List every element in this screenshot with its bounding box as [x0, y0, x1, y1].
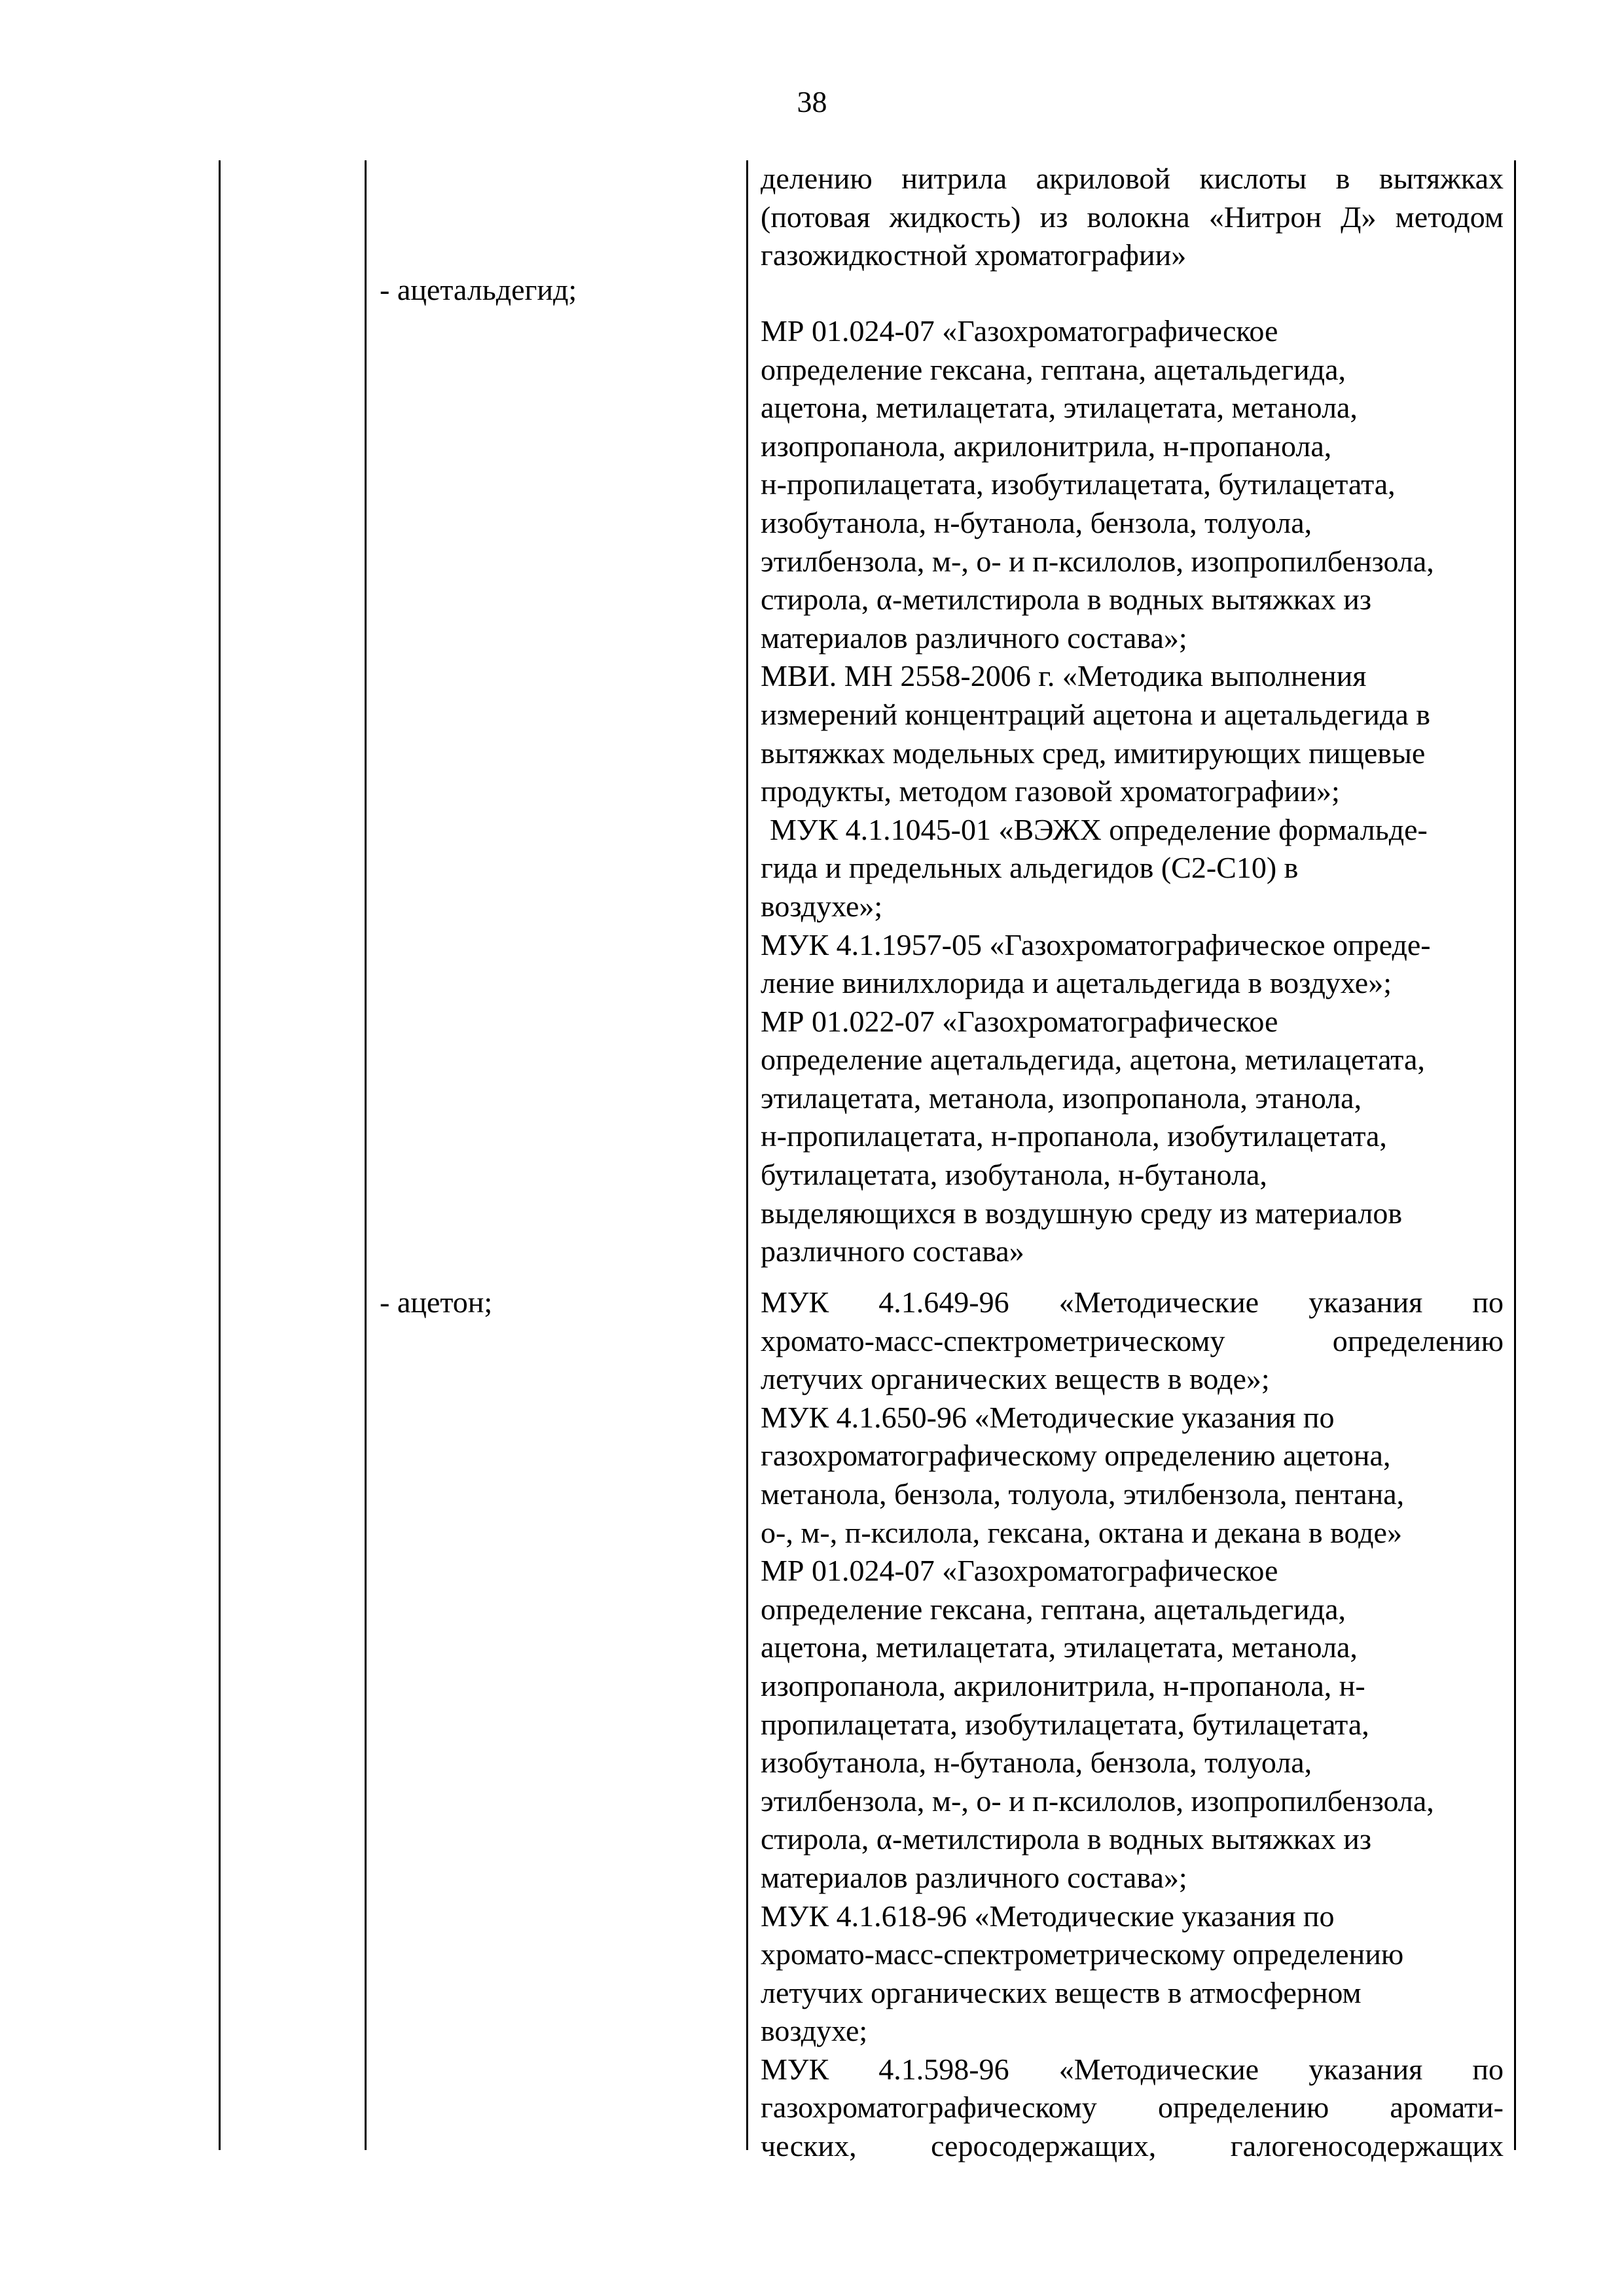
method-line: н-пропилацетата, н-пропанола, изобутилацетата, — [761, 1119, 1387, 1153]
method-line: газохроматографическому определению аромати- — [761, 2090, 1504, 2125]
method-line: стирола, α-метилстирола в водных вытяжках из — [761, 583, 1372, 617]
page-number: 38 — [797, 85, 827, 118]
method-line: различного состава» — [761, 1234, 1024, 1268]
method-line: воздухе»; — [761, 889, 883, 923]
method-line: МР 01.024-07 «Газохроматографическое — [761, 1554, 1278, 1588]
method-line: гида и предельных альдегидов (С2-С10) в — [761, 851, 1299, 885]
indicator-acetone: - ацетон; — [380, 1285, 493, 1319]
method-line: ацетона, метилацетата, этилацетата, метанола, — [761, 1630, 1358, 1664]
method-line: этилбензола, м-, о- и п-ксилолов, изопропилбензола, — [761, 1784, 1434, 1818]
table-border-left — [219, 160, 221, 2150]
method-line: материалов различного состава»; — [761, 1860, 1187, 1894]
table-border-right — [1514, 160, 1516, 2150]
method-line: пропилацетата, изобутилацетата, бутилацетата, — [761, 1707, 1369, 1741]
method-line: выделяющихся в воздушную среду из материалов — [761, 1196, 1403, 1230]
method-line: изопропанола, акрилонитрила, н-пропанола, — [761, 429, 1332, 463]
method-line: хромато-масс-спектрометрическому определению — [761, 1323, 1504, 1357]
method-line: определение ацетальдегида, ацетона, метилацетата, — [761, 1043, 1425, 1077]
method-line: МУК 4.1.650-96 «Методические указания по — [761, 1400, 1335, 1434]
method-line: воздухе; — [761, 2014, 868, 2048]
method-line: этилацетата, метанола, изопропанола, этанола, — [761, 1081, 1362, 1115]
method-line: стирола, α-метилстирола в водных вытяжках из — [761, 1822, 1372, 1856]
method-line: делению нитрила акриловой кислоты в вытяжках — [761, 162, 1504, 195]
method-line: измерений концентраций ацетона и ацетальдегида в — [761, 697, 1430, 731]
indicator-acetaldehyde: - ацетальдегид; — [380, 273, 577, 306]
method-line: ацетона, метилацетата, этилацетата, метанола, — [761, 391, 1358, 425]
method-line: летучих органических веществ в атмосферном — [761, 1975, 1362, 2009]
method-line: продукты, методом газовой хроматографии»; — [761, 774, 1340, 808]
method-line: метанола, бензола, толуола, этилбензола, пентана, — [761, 1477, 1405, 1511]
method-line: определение гексана, гептана, ацетальдегида, — [761, 1592, 1346, 1626]
method-line: ческих, серосодержащих, галогеносодержащих — [761, 2129, 1504, 2163]
method-line: газожидкостной хроматографии» — [761, 238, 1187, 272]
table-column-divider-2 — [746, 160, 748, 2150]
method-line: определение гексана, гептана, ацетальдегида, — [761, 352, 1346, 386]
method-line: н-пропилацетата, изобутилацетата, бутилацетата, — [761, 467, 1396, 501]
method-line: МУК 4.1.649-96 «Методические указания по — [761, 1285, 1504, 1319]
method-line: МВИ. МН 2558-2006 г. «Методика выполнения — [761, 659, 1367, 693]
method-line: хромато-масс-спектрометрическому определению — [761, 1937, 1404, 1971]
method-line: (потовая жидкость) из волокна «Нитрон Д» методом — [761, 200, 1504, 234]
method-line: МУК 4.1.618-96 «Методические указания по — [761, 1899, 1335, 1933]
method-line: этилбензола, м-, о- и п-ксилолов, изопропилбензола, — [761, 544, 1434, 578]
method-line: МР 01.022-07 «Газохроматографическое — [761, 1004, 1278, 1038]
method-line: МУК 4.1.598-96 «Методические указания по — [761, 2052, 1504, 2086]
methods-acetaldehyde — [761, 312, 1504, 1271]
methods-continuation — [761, 160, 1504, 275]
method-line: о-, м-, п-ксилола, гексана, октана и декана в воде» — [761, 1515, 1402, 1549]
method-line: изобутанола, н-бутанола, бензола, толуола, — [761, 1746, 1312, 1780]
method-line: летучих органических веществ в воде»; — [761, 1362, 1270, 1396]
method-line: газохроматографическому определению ацетона, — [761, 1439, 1391, 1473]
method-line: ление винилхлорида и ацетальдегида в воздухе»; — [761, 966, 1392, 1000]
method-line: МУК 4.1.1045-01 «ВЭЖХ определение формальде- — [770, 812, 1428, 846]
method-line: вытяжках модельных сред, имитирующих пищевые — [761, 736, 1426, 770]
method-line: изобутанола, н-бутанола, бензола, толуола, — [761, 505, 1312, 539]
method-line: МР 01.024-07 «Газохроматографическое — [761, 314, 1278, 348]
method-line: материалов различного состава»; — [761, 620, 1187, 655]
table-column-divider-1 — [365, 160, 367, 2150]
methods-acetone — [761, 1283, 1504, 2166]
method-line: изопропанола, акрилонитрила, н-пропанола, н- — [761, 1668, 1365, 1702]
method-line: бутилацетата, изобутанола, н-бутанола, — [761, 1158, 1267, 1192]
method-line: МУК 4.1.1957-05 «Газохроматографическое опреде- — [761, 927, 1431, 961]
